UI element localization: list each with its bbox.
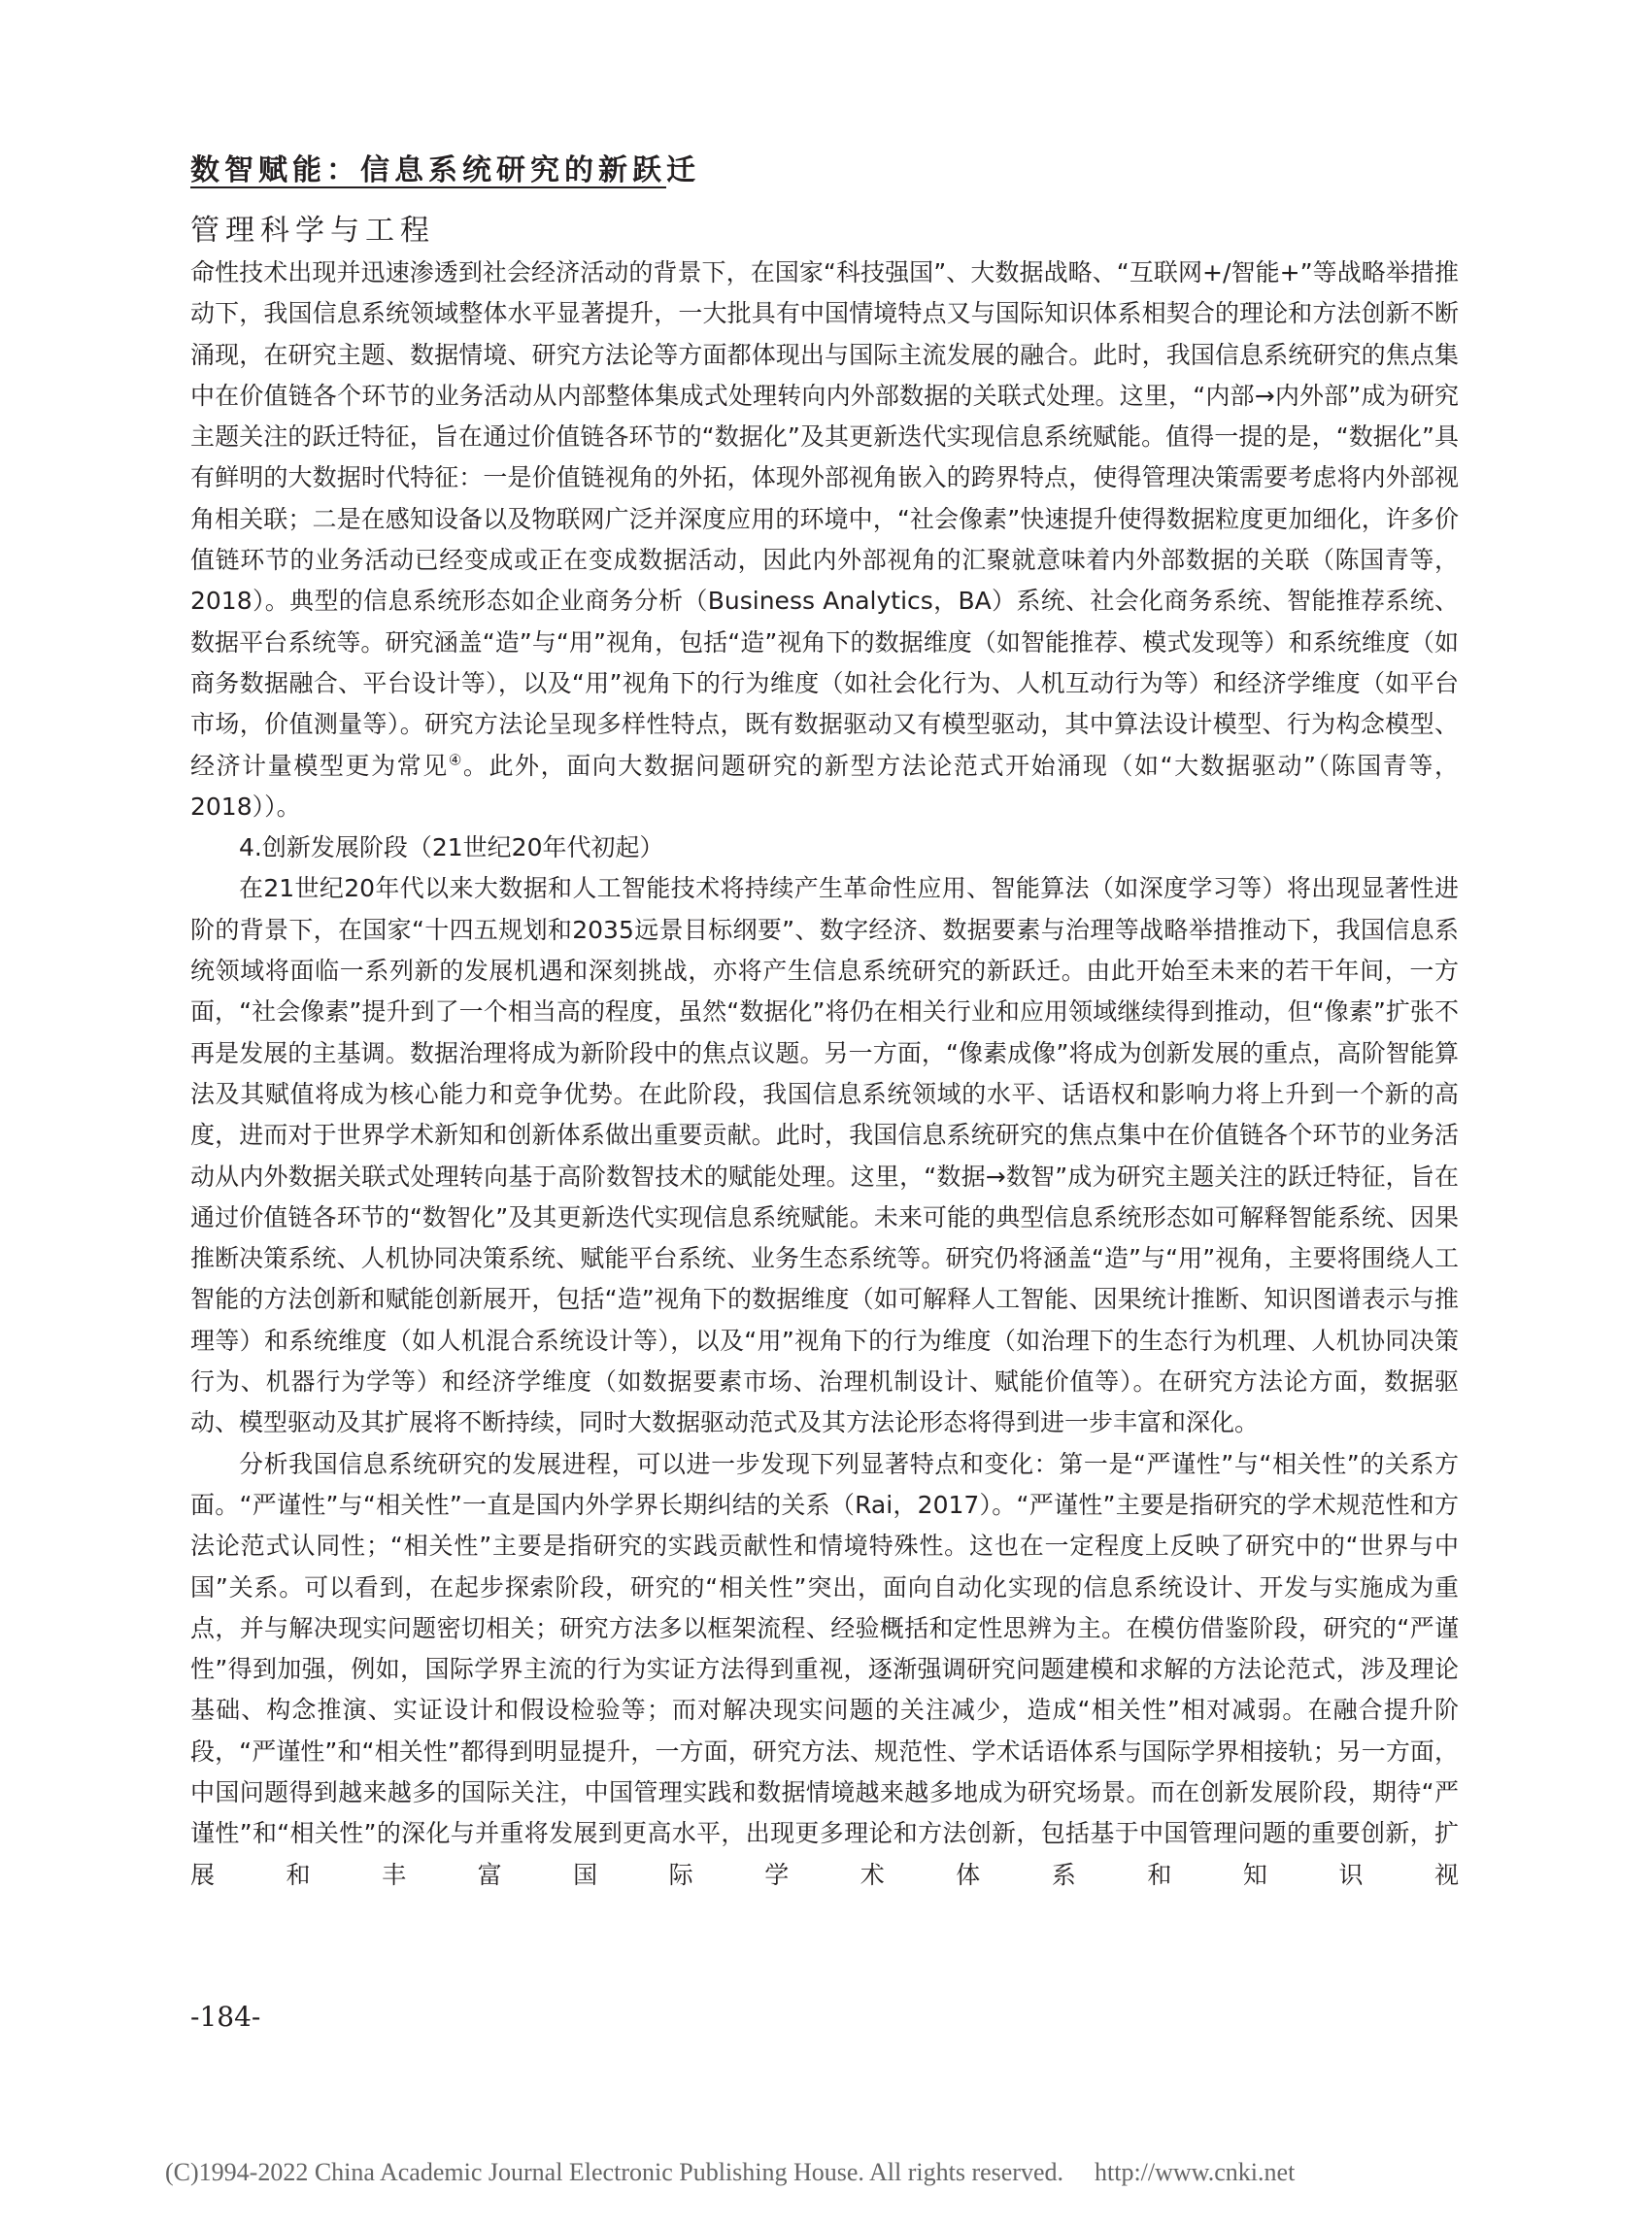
running-header-title: 数智赋能：信息系统研究的新跃迁 bbox=[190, 153, 700, 187]
article-body bbox=[190, 253, 1459, 1896]
footnote-marker[interactable]: ④ bbox=[448, 751, 463, 769]
header-divider bbox=[190, 186, 666, 188]
copyright-text: (C)1994-2022 China Academic Journal Electronic Publishing House. All rights reserved. bbox=[165, 2158, 1063, 2186]
copyright-footer bbox=[165, 2158, 1467, 2187]
footer-url[interactable]: http://www.cnki.net bbox=[1095, 2158, 1296, 2186]
section-heading: 4.创新发展阶段（21世纪20年代初起） bbox=[239, 833, 664, 862]
page-number: -184- bbox=[190, 2001, 261, 2033]
paragraph-text-tail: 。此外，面向大数据问题研究的新型方法论范式开始涌现（如“大数据驱动”（陈国青等，2018））。 bbox=[190, 751, 1459, 821]
paragraph-text: 命性技术出现并迅速渗透到社会经济活动的背景下，在国家“科技强国”、大数据战略、“互联网+/智能+”等战略举措推动下，我国信息系统领域整体水平显著提升，一大批具有中国情境特点又与国际知识体系相契合的理论和方法创新不断涌现，在研究主题、数据情境、研究方法论等方面都体现出与国际主流发展的融合。此时，我国信息系统研究的焦点集中在价值链各个环节的业务活动从内部整体集成式处理转向内外部数据的关联式处理。这里，“内部→内外部”成为研究主题关注的跃迁特征，旨在通过价值链各环节的“数据化”及其更新迭代实现信息系统赋能。值得一提的是，“数据化”具有鲜明的大数据时代特征：一是价值链视角的外拓，体现外部视角嵌入的跨界特点，使得管理决策需要考虑将内外部视角相关联；二是在感知设备以及物联网广泛并深度应用的环境中，“社会像素”快速提升使得数据粒度更加细化，许多价值链环节的业务活动已经变成或正在变成数据活动，因此内外部视角的汇聚就意味着内外部数据的关联（陈国青等，2018）。典型的信息系统形态如企业商务分析（Business Analytics，BA）系统、社会化商务系统、智能推荐系统、数据平台系统等。研究涵盖“造”与“用”视角，包括“造”视角下的数据维度（如智能推荐、模式发现等）和系统维度（如商务数据融合、平台设计等），以及“用”视角下的行为维度（如社会化行为、人机互动行为等）和经济学维度（如平台市场，价值测量等）。研究方法论呈现多样性特点，既有数据驱动又有模型驱动，其中算法设计模型、行为构念模型、经济计量模型更为常见 bbox=[190, 258, 1459, 780]
paragraph-continued bbox=[190, 253, 1459, 827]
running-header-subtitle: 管理科学与工程 bbox=[190, 214, 435, 248]
paragraph: 分析我国信息系统研究的发展进程，可以进一步发现下列显著特点和变化：第一是“严谨性”与“相关性”的关系方面。“严谨性”与“相关性”一直是国内外学界长期纠结的关系（Rai，2017）。“严谨性”主要是指研究的学术规范性和方法论范式认同性；“相关性”主要是指研究的实践贡献性和情境特殊性。这也在一定程度上反映了研究中的“世界与中国”关系。可以看到，在起步探索阶段，研究的“相关性”突出，面向自动化实现的信息系统设计、开发与实施成为重点，并与解决现实问题密切相关；研究方法多以框架流程、经验概括和定性思辨为主。在模仿借鉴阶段，研究的“严谨性”得到加强，例如，国际学界主流的行为实证方法得到重视，逐渐强调研究问题建模和求解的方法论范式，涉及理论基础、构念推演、实证设计和假设检验等；而对解决现实问题的关注减少，造成“相关性”相对减弱。在融合提升阶段，“严谨性”和“相关性”都得到明显提升，一方面，研究方法、规范性、学术话语体系与国际学界相接轨；另一方面，中国问题得到越来越多的国际关注，中国管理实践和数据情境越来越多地成为研究场景。而在创新发展阶段，期待“严谨性”和“相关性”的深化与并重将发展到更高水平，出现更多理论和方法创新，包括基于中国管理问题的重要创新，扩展和丰富国际学术体系和知识视 bbox=[190, 1449, 1459, 1889]
paragraph: 在21世纪20年代以来大数据和人工智能技术将持续产生革命性应用、智能算法（如深度学习等）将出现显著性进阶的背景下，在国家“十四五规划和2035远景目标纲要”、数字经济、数据要素与治理等战略举措推动下，我国信息系统领域将面临一系列新的发展机遇和深刻挑战，亦将产生信息系统研究的新跃迁。由此开始至未来的若干年间，一方面，“社会像素”提升到了一个相当高的程度，虽然“数据化”将仍在相关行业和应用领域继续得到推动，但“像素”扩张不再是发展的主基调。数据治理将成为新阶段中的焦点议题。另一方面，“像素成像”将成为创新发展的重点，高阶智能算法及其赋值将成为核心能力和竞争优势。在此阶段，我国信息系统领域的水平、话语权和影响力将上升到一个新的高度，进而对于世界学术新知和创新体系做出重要贡献。此时，我国信息系统研究的焦点集中在价值链各个环节的业务活动从内外数据关联式处理转向基于高阶数智技术的赋能处理。这里，“数据→数智”成为研究主题关注的跃迁特征，旨在通过价值链各环节的“数智化”及其更新迭代实现信息系统赋能。未来可能的典型信息系统形态如可解释智能系统、因果推断决策系统、人机协同决策系统、赋能平台系统、业务生态系统等。研究仍将涵盖“造”与“用”视角，主要将围绕人工智能的方法创新和赋能创新展开，包括“造”视角下的数据维度（如可解释人工智能、因果统计推断、知识图谱表示与推理等）和系统维度（如人机混合系统设计等），以及“用”视角下的行为维度（如治理下的生态行为机理、人机协同决策行为、机器行为学等）和经济学维度（如数据要素市场、治理机制设计、赋能价值等）。在研究方法论方面，数据驱动、模型驱动及其扩展将不断持续，同时大数据驱动范式及其方法论形态将得到进一步丰富和深化。 bbox=[190, 874, 1459, 1437]
